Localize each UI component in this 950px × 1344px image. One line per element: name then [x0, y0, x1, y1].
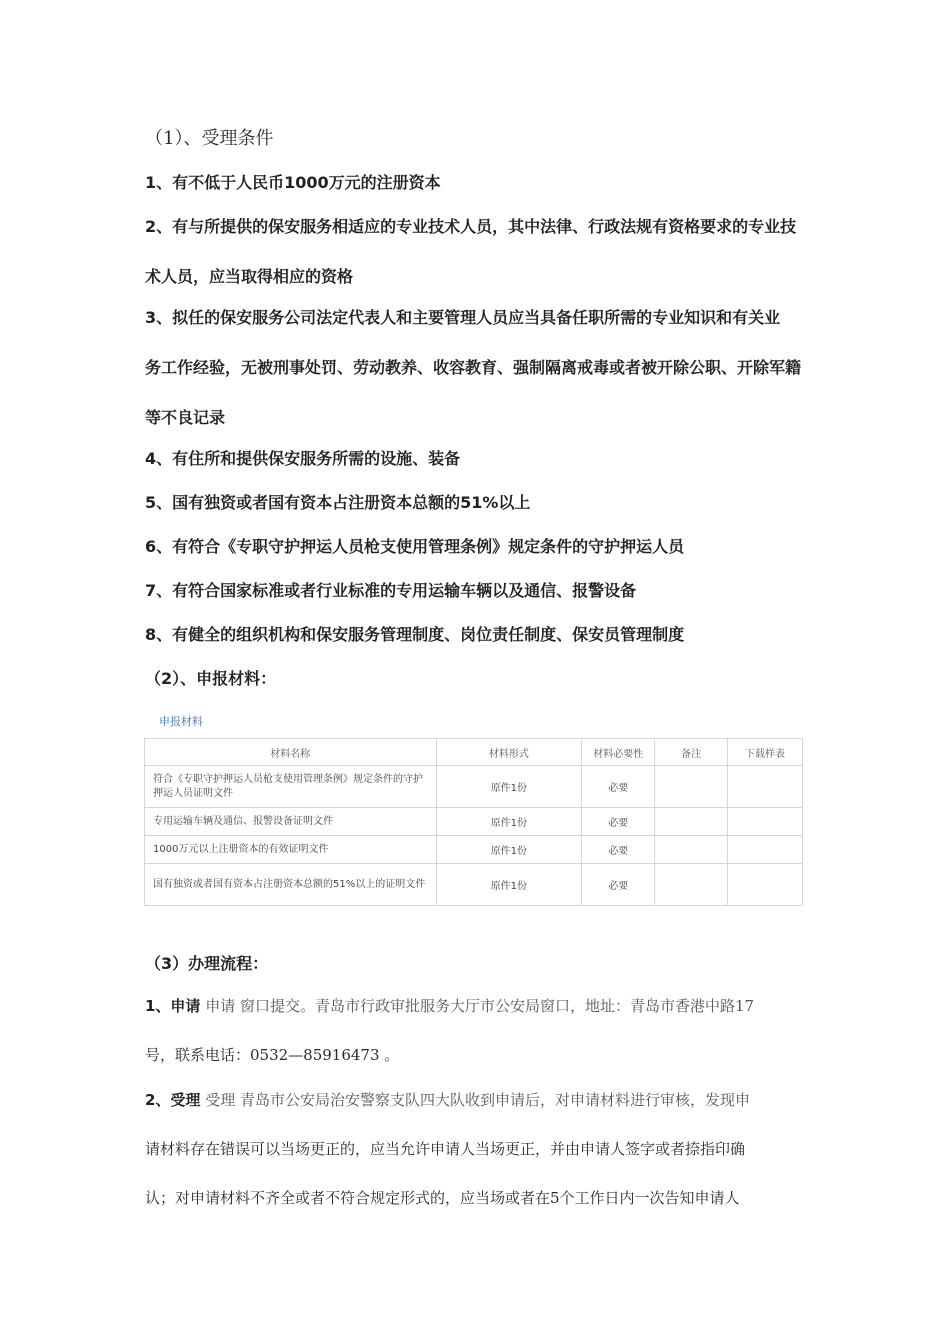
condition-item-continued: 术人员，应当取得相应的资格 [145, 267, 354, 286]
cell-necessity: 必要 [582, 836, 655, 864]
condition-item: 4、有住所和提供保安服务所需的设施、装备 [145, 449, 461, 468]
cell-necessity: 必要 [582, 766, 655, 808]
section-title-acceptance: （1）、受理条件 [145, 128, 274, 149]
step-head: 2、受理 [145, 1091, 201, 1109]
cell-form: 原件1份 [436, 836, 582, 864]
process-step-apply [145, 995, 754, 1016]
cell-necessity: 必要 [582, 864, 655, 906]
cell-form: 原件1份 [436, 864, 582, 906]
condition-item: 5、国有独资或者国有资本占注册资本总额的51%以上 [145, 493, 531, 512]
column-header-name: 材料名称 [145, 739, 437, 766]
cell-note [655, 864, 728, 906]
table-row [145, 766, 803, 808]
section-title-materials: （2）、申报材料： [145, 669, 277, 688]
table-caption: 申报材料 [159, 715, 203, 728]
cell-note [655, 766, 728, 808]
cell-download[interactable] [728, 864, 803, 906]
table-row [145, 864, 803, 906]
cell-download[interactable] [728, 766, 803, 808]
cell-note [655, 808, 728, 836]
table-header-row [145, 739, 803, 766]
cell-note [655, 836, 728, 864]
process-step-accept [145, 1089, 750, 1110]
condition-item: 1、有不低于人民币1000万元的注册资本 [145, 173, 441, 192]
table-row [145, 808, 803, 836]
cell-form: 原件1份 [436, 808, 582, 836]
step-text: 受理 青岛市公安局治安警察支队四大队收到申请后，对申请材料进行审核，发现申 [205, 1091, 750, 1109]
cell-download[interactable] [728, 836, 803, 864]
condition-item: 8、有健全的组织机构和保安服务管理制度、岗位责任制度、保安员管理制度 [145, 625, 685, 644]
condition-item: 7、有符合国家标准或者行业标准的专用运输车辆以及通信、报警设备 [145, 581, 637, 600]
condition-item: 3、拟任的保安服务公司法定代表人和主要管理人员应当具备任职所需的专业知识和有关业 [145, 308, 781, 327]
condition-item: 6、有符合《专职守护押运人员枪支使用管理条例》规定条件的守护押运人员 [145, 537, 685, 556]
materials-table [144, 738, 803, 906]
step-head: 1、申请 [145, 997, 201, 1015]
condition-item-continued: 等不良记录 [145, 408, 226, 427]
section-title-process: （3）办理流程： [145, 954, 269, 973]
step-text: 申请 窗口提交。青岛市行政审批服务大厅市公安局窗口，地址：青岛市香港中路17 [205, 997, 755, 1015]
process-step-accept-continued: 请材料存在错误可以当场更正的，应当允许申请人当场更正，并由申请人签字或者捺指印确 [145, 1140, 746, 1158]
cell-form: 原件1份 [436, 766, 582, 808]
condition-item-continued: 务工作经验，无被刑事处罚、劳动教养、收容教育、强制隔离戒毒或者被开除公职、开除军籍 [145, 358, 802, 377]
process-step-accept-continued: 认；对申请材料不齐全或者不符合规定形式的，应当场或者在5个工作日内一次告知申请人 [145, 1189, 740, 1207]
condition-item: 2、有与所提供的保安服务相适应的专业技术人员，其中法律、行政法规有资格要求的专业技 [145, 217, 797, 236]
process-step-apply-continued: 号，联系电话：0532—85916473 。 [145, 1046, 400, 1064]
cell-name: 符合《专职守护押运人员枪支使用管理条例》规定条件的守护押运人员证明文件 [145, 766, 437, 808]
cell-download[interactable] [728, 808, 803, 836]
cell-name: 1000万元以上注册资本的有效证明文件 [145, 836, 437, 864]
table-row [145, 836, 803, 864]
column-header-necessity: 材料必要性 [582, 739, 655, 766]
column-header-note: 备注 [655, 739, 728, 766]
column-header-form: 材料形式 [436, 739, 582, 766]
column-header-download: 下载样表 [728, 739, 803, 766]
cell-name: 国有独资或者国有资本占注册资本总额的51%以上的证明文件 [145, 864, 437, 906]
cell-necessity: 必要 [582, 808, 655, 836]
cell-name: 专用运输车辆及通信、报警设备证明文件 [145, 808, 437, 836]
